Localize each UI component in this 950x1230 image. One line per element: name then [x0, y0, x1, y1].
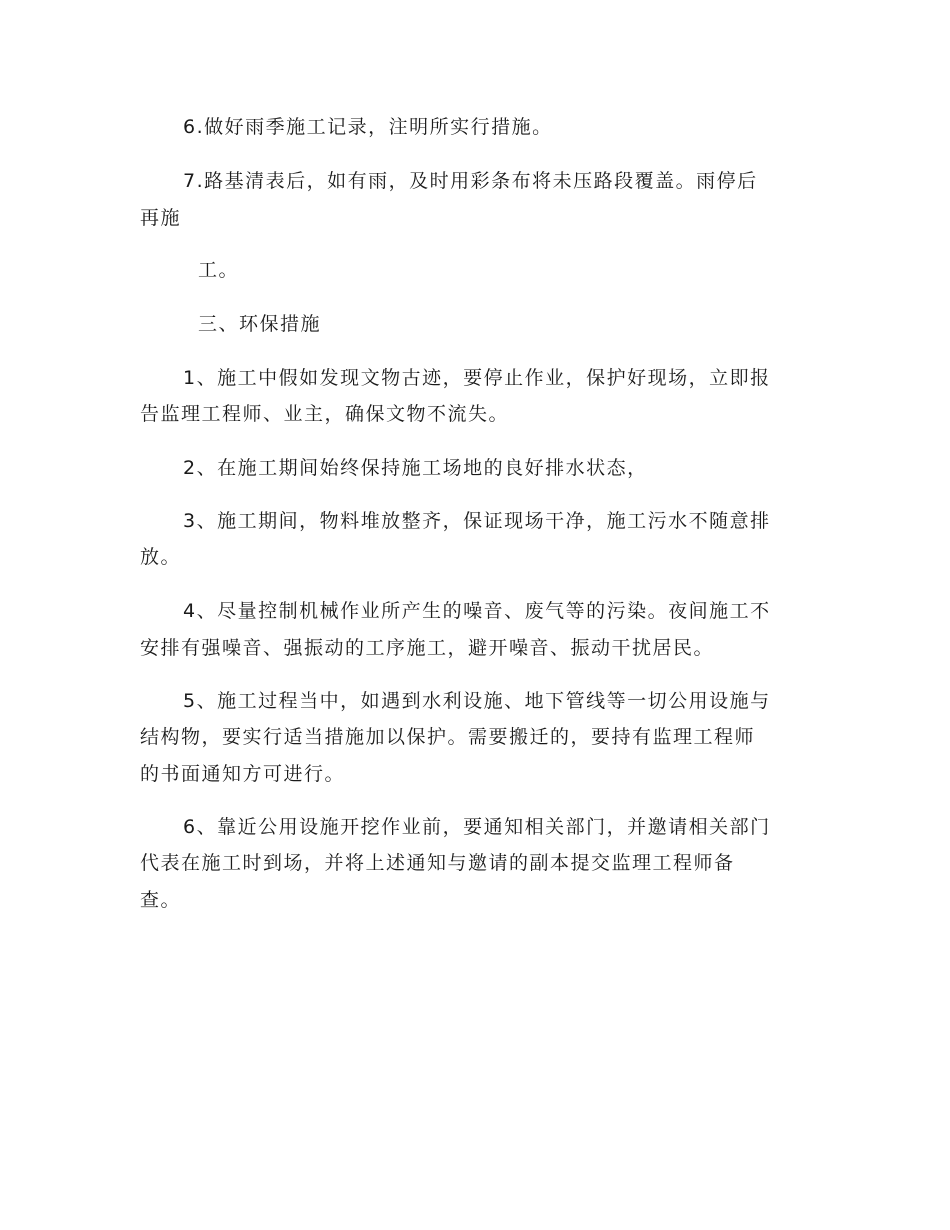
paragraph-line: 工。: [198, 259, 240, 281]
paragraph-line: 6、靠近公用设施开挖作业前，要通知相关部门，并邀请相关部门: [183, 816, 771, 838]
paragraph-line: 安排有强噪音、强振动的工序施工，避开噪音、振动干扰居民。: [140, 637, 715, 659]
paragraph-line: 1、施工中假如发现文物古迹，要停止作业，保护好现场，立即报: [183, 367, 771, 389]
section-heading: 三、环保措施: [198, 313, 322, 335]
paragraph-line: 查。: [140, 889, 182, 911]
paragraph-line: 6.做好雨季施工记录，注明所实行措施。: [183, 116, 553, 138]
paragraph-line: 再施: [140, 207, 182, 229]
paragraph-line: 4、尽量控制机械作业所产生的噪音、废气等的污染。夜间施工不: [183, 600, 771, 622]
paragraph-line: 代表在施工时到场，并将上述通知与邀请的副本提交监理工程师备: [140, 852, 735, 874]
paragraph-line: 结构物，要实行适当措施加以保护。需要搬迁的，要持有监理工程师: [140, 726, 756, 748]
paragraph-line: 7.路基清表后，如有雨，及时用彩条布将未压路段覆盖。雨停后: [183, 170, 758, 192]
paragraph-line: 的书面通知方可进行。: [140, 763, 346, 785]
paragraph-line: 3、施工期间，物料堆放整齐，保证现场干净，施工污水不随意排: [183, 510, 771, 532]
paragraph-line: 2、在施工期间始终保持施工场地的良好排水状态，: [183, 457, 648, 479]
paragraph-line: 告监理工程师、业主，确保文物不流失。: [140, 403, 510, 425]
paragraph-line: 放。: [140, 546, 182, 568]
paragraph-line: 5、施工过程当中，如遇到水利设施、地下管线等一切公用设施与: [183, 690, 771, 712]
